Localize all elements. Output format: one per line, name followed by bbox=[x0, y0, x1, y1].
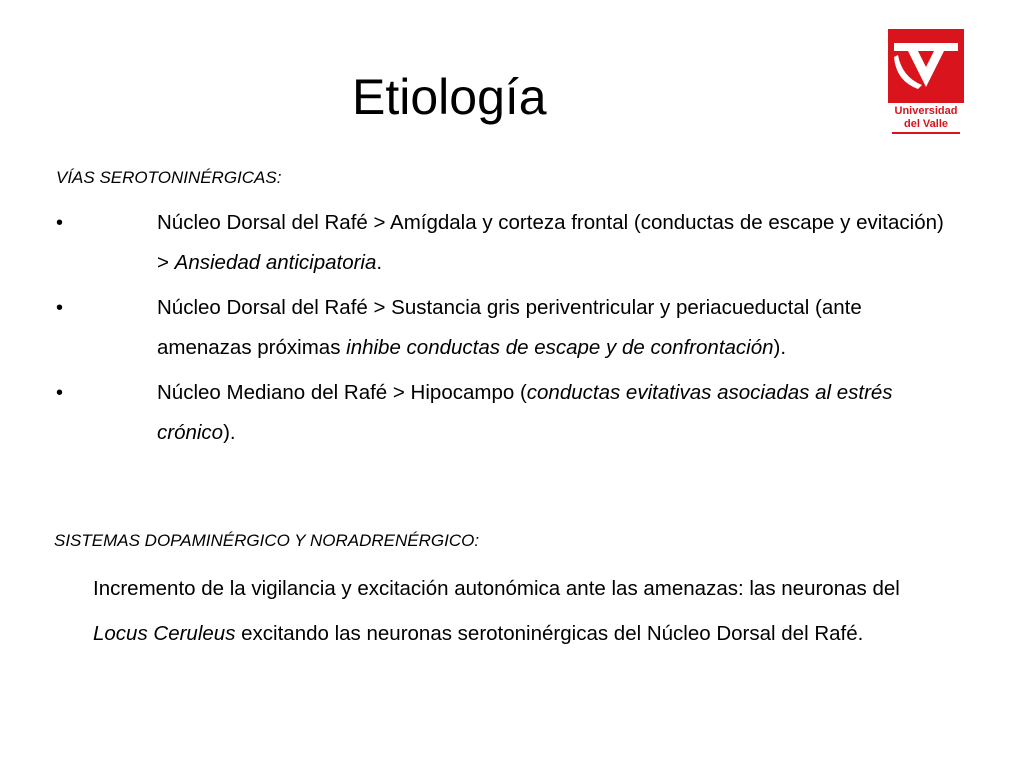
logo-underline bbox=[892, 132, 960, 134]
logo-text-line1: Universidad bbox=[894, 105, 958, 117]
item-text-italic: conductas evitativas asociadas al estrés crónico bbox=[157, 381, 893, 444]
item-text-regular: ). bbox=[223, 421, 236, 444]
list-item-text bbox=[157, 288, 947, 368]
section-heading-dopaminergic: SISTEMAS DOPAMINÉRGICO Y NORADRENÉRGICO: bbox=[54, 531, 480, 550]
list-item bbox=[52, 288, 952, 368]
university-logo bbox=[888, 29, 964, 135]
bullet-icon: • bbox=[56, 297, 64, 319]
paragraph-text-regular: excitando las neuronas serotoninérgicas del Núcleo Dorsal del Rafé. bbox=[235, 622, 864, 645]
item-text-italic: Ansiedad anticipatoria bbox=[174, 251, 377, 274]
list-item bbox=[52, 203, 952, 283]
bullet-icon: • bbox=[56, 382, 64, 404]
list-item bbox=[52, 373, 952, 453]
dopaminergic-paragraph bbox=[93, 566, 943, 656]
list-item-text bbox=[157, 373, 947, 453]
item-text-regular: . bbox=[376, 251, 383, 274]
paragraph-text-italic: Locus Ceruleus bbox=[93, 622, 236, 645]
item-text-regular: Núcleo Mediano del Rafé > Hipocampo ( bbox=[157, 381, 527, 404]
serotoninergic-pathways-list bbox=[52, 203, 952, 458]
item-text-regular: Núcleo Dorsal del Rafé > Amígdala y corteza frontal (conductas de escape y evitación) > bbox=[157, 211, 944, 274]
bullet-icon: • bbox=[56, 212, 64, 234]
item-text-regular: ). bbox=[773, 336, 787, 359]
logo-emblem-icon bbox=[888, 29, 964, 103]
logo-emblem bbox=[888, 29, 964, 103]
item-text-regular: Núcleo Dorsal del Rafé > Sustancia gris periventricular y periacueductal (ante amenazas próximas bbox=[157, 296, 862, 359]
logo-text-line2: del Valle bbox=[903, 118, 949, 130]
list-item-text bbox=[157, 203, 947, 283]
section-heading-serotoninergic: VÍAS SEROTONINÉRGICAS: bbox=[56, 168, 282, 187]
paragraph-text-regular: Incremento de la vigilancia y excitación autonómica ante las amenazas: las neuronas del bbox=[93, 577, 900, 600]
item-text-italic: inhibe conductas de escape y de confrontación bbox=[346, 336, 774, 359]
slide-title: Etiología bbox=[352, 69, 547, 125]
